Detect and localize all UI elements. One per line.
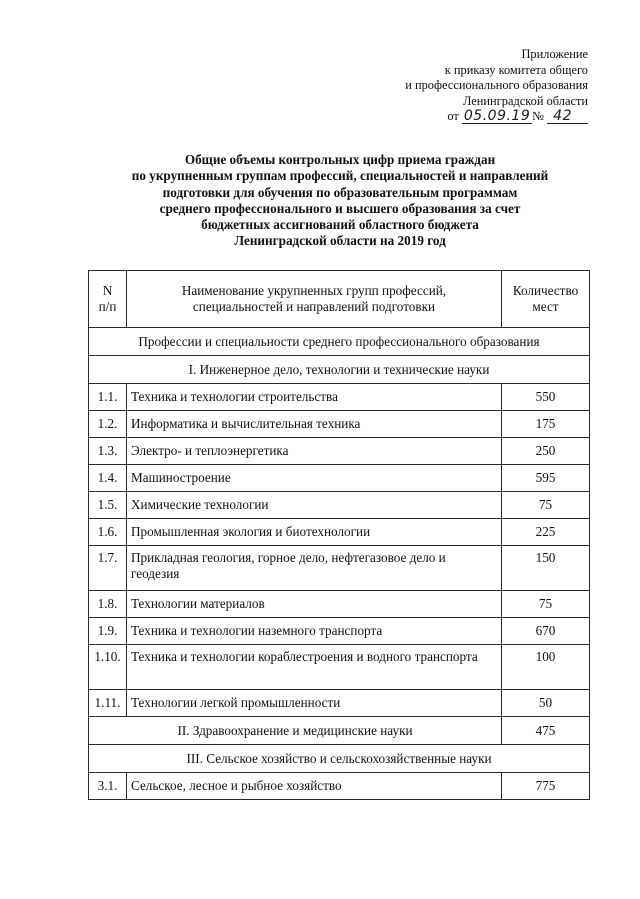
table-row (89, 411, 590, 438)
row-quantity: 50 (502, 690, 590, 717)
title-line: среднего профессионального и высшего образования за счет (159, 200, 521, 216)
row-quantity: 670 (502, 618, 590, 645)
row-name: Информатика и вычислительная техника (127, 411, 502, 438)
table-row (89, 591, 590, 618)
row-quantity: 550 (502, 384, 590, 411)
handwritten-number: 42 (553, 108, 572, 125)
header-number: N п/п (89, 271, 127, 328)
row-number: 1.6. (89, 519, 127, 546)
row-number: 3.1. (89, 773, 127, 800)
row-name: Прикладная геология, горное дело, нефтегазовое дело и геодезия (127, 546, 502, 591)
row-quantity: 595 (502, 465, 590, 492)
header-quantity: Количество мест (502, 271, 590, 328)
row-name: Технологии материалов (127, 591, 502, 618)
row-number: 1.4. (89, 465, 127, 492)
row-number: 1.9. (89, 618, 127, 645)
row-number: 1.3. (89, 438, 127, 465)
appendix-line-2: к приказу комитета общего (444, 62, 588, 77)
number-prefix: № (532, 109, 545, 124)
row-quantity: 250 (502, 438, 590, 465)
title-line: по укрупненным группам профессий, специальностей и направлений (131, 168, 549, 184)
row-name: Машиностроение (127, 465, 502, 492)
row-number: 1.8. (89, 591, 127, 618)
table-row (89, 618, 590, 645)
table-row (89, 384, 590, 411)
table-row (89, 645, 590, 690)
table-row (89, 465, 590, 492)
row-number: 1.7. (89, 546, 127, 591)
title-line: Общие объемы контрольных цифр приема граждан (184, 152, 496, 167)
document-title (90, 152, 590, 250)
row-number: 1.11. (89, 690, 127, 717)
group-2-quantity: 475 (502, 717, 590, 745)
row-name: Сельское, лесное и рыбное хозяйство (127, 773, 502, 800)
row-number: 1.5. (89, 492, 127, 519)
table-row (89, 519, 590, 546)
row-name: Промышленная экология и биотехнологии (127, 519, 502, 546)
appendix-line-4: Ленинградской области (462, 93, 588, 108)
table-row (89, 546, 590, 591)
section-row (89, 328, 590, 356)
row-quantity: 225 (502, 519, 590, 546)
row-quantity: 175 (502, 411, 590, 438)
appendix-header (405, 47, 588, 125)
row-number: 1.2. (89, 411, 127, 438)
group-2-title: II. Здравоохранение и медицинские науки (89, 717, 502, 745)
appendix-line-1: Приложение (521, 47, 588, 61)
table-row (89, 492, 590, 519)
row-quantity: 75 (502, 591, 590, 618)
row-name: Техника и технологии наземного транспорта (127, 618, 502, 645)
title-line: бюджетных ассигнований областного бюджета (201, 217, 479, 233)
section-spo: Профессии и специальности среднего профессионального образования (89, 328, 590, 356)
date-prefix: от (447, 109, 459, 124)
quota-table (88, 270, 590, 800)
title-line: подготовки для обучения по образовательным программам (162, 184, 518, 200)
group-row (89, 745, 590, 773)
row-name: Электро- и теплоэнергетика (127, 438, 502, 465)
row-number: 1.10. (89, 645, 127, 690)
table-row (89, 690, 590, 717)
row-name: Технологии легкой промышленности (127, 690, 502, 717)
handwritten-date: 05.09.19 (463, 108, 531, 125)
group-row (89, 717, 590, 745)
group-3-title: III. Сельское хозяйство и сельскохозяйственные науки (89, 745, 590, 773)
title-line: Ленинградской области на 2019 год (234, 233, 446, 249)
row-name: Химические технологии (127, 492, 502, 519)
row-quantity: 100 (502, 645, 590, 690)
appendix-line-3: и профессионального образования (405, 78, 588, 93)
table-header-row (89, 271, 590, 328)
header-name: Наименование укрупненных групп профессий, специальностей и направлений подготовки (127, 271, 502, 328)
row-name: Техника и технологии строительства (127, 384, 502, 411)
row-quantity: 75 (502, 492, 590, 519)
table-row (89, 438, 590, 465)
row-quantity: 150 (502, 546, 590, 591)
group-1-title: I. Инженерное дело, технологии и технические науки (89, 356, 590, 384)
appendix-date-line (405, 109, 588, 125)
row-number: 1.1. (89, 384, 127, 411)
row-name: Техника и технологии кораблестроения и водного транспорта (127, 645, 502, 690)
row-quantity: 775 (502, 773, 590, 800)
table-row (89, 773, 590, 800)
group-row (89, 356, 590, 384)
